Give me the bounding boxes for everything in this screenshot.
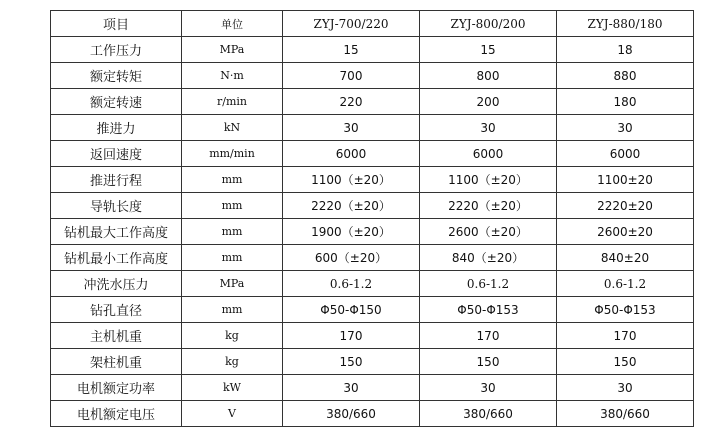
- table-row: [51, 37, 694, 63]
- row-value-3: 18: [557, 37, 694, 63]
- row-unit: mm: [182, 167, 283, 193]
- table-row: [51, 245, 694, 271]
- row-item: 冲洗水压力: [51, 271, 182, 297]
- row-item: 主机机重: [51, 323, 182, 349]
- row-value-2: 6000: [420, 141, 557, 167]
- row-item: 钻机最大工作高度: [51, 219, 182, 245]
- table-row: [51, 401, 694, 427]
- row-value-2: 15: [420, 37, 557, 63]
- row-value-1: 1900（±20）: [283, 219, 420, 245]
- spec-table: [50, 10, 694, 427]
- row-value-3: 380/660: [557, 401, 694, 427]
- row-item: 电机额定电压: [51, 401, 182, 427]
- row-value-1: 15: [283, 37, 420, 63]
- row-item: 推进行程: [51, 167, 182, 193]
- row-unit: MPa: [182, 37, 283, 63]
- row-value-1: 1100（±20）: [283, 167, 420, 193]
- row-value-1: 600（±20）: [283, 245, 420, 271]
- row-value-3: 150: [557, 349, 694, 375]
- row-item: 额定转速: [51, 89, 182, 115]
- table-row: [51, 323, 694, 349]
- row-value-3: 30: [557, 115, 694, 141]
- row-item: 架柱机重: [51, 349, 182, 375]
- row-value-3: 2600±20: [557, 219, 694, 245]
- row-value-1: 700: [283, 63, 420, 89]
- row-value-3: 30: [557, 375, 694, 401]
- row-item: 额定转矩: [51, 63, 182, 89]
- row-value-3: 180: [557, 89, 694, 115]
- row-value-2: 2220（±20）: [420, 193, 557, 219]
- row-unit: kg: [182, 323, 283, 349]
- row-item: 钻机最小工作高度: [51, 245, 182, 271]
- row-unit: mm: [182, 297, 283, 323]
- row-value-3: 170: [557, 323, 694, 349]
- table-row: [51, 167, 694, 193]
- row-item: 钻孔直径: [51, 297, 182, 323]
- table-row: [51, 89, 694, 115]
- row-value-2: 800: [420, 63, 557, 89]
- row-value-1: 2220（±20）: [283, 193, 420, 219]
- table-row: [51, 297, 694, 323]
- row-value-1: 6000: [283, 141, 420, 167]
- row-value-3: 880: [557, 63, 694, 89]
- row-item: 推进力: [51, 115, 182, 141]
- row-value-2: 30: [420, 115, 557, 141]
- row-item: 电机额定功率: [51, 375, 182, 401]
- row-unit: r/min: [182, 89, 283, 115]
- row-value-1: 170: [283, 323, 420, 349]
- row-value-1: 30: [283, 375, 420, 401]
- row-value-2: 200: [420, 89, 557, 115]
- row-value-2: 0.6-1.2: [420, 271, 557, 297]
- row-value-3: 840±20: [557, 245, 694, 271]
- row-value-3: Φ50-Φ153: [557, 297, 694, 323]
- table-row: [51, 349, 694, 375]
- row-value-1: Φ50-Φ150: [283, 297, 420, 323]
- table-row: [51, 141, 694, 167]
- row-unit: mm/min: [182, 141, 283, 167]
- row-unit: V: [182, 401, 283, 427]
- row-value-2: 1100（±20）: [420, 167, 557, 193]
- row-value-1: 0.6-1.2: [283, 271, 420, 297]
- row-unit: mm: [182, 193, 283, 219]
- header-unit: 单位: [182, 11, 283, 37]
- row-value-3: 6000: [557, 141, 694, 167]
- row-unit: kg: [182, 349, 283, 375]
- header-model-1: ZYJ-700/220: [283, 11, 420, 37]
- row-value-1: 150: [283, 349, 420, 375]
- table-row: [51, 219, 694, 245]
- row-unit: N·m: [182, 63, 283, 89]
- header-model-2: ZYJ-800/200: [420, 11, 557, 37]
- row-value-1: 220: [283, 89, 420, 115]
- table-row: [51, 375, 694, 401]
- row-unit: MPa: [182, 271, 283, 297]
- row-value-3: 0.6-1.2: [557, 271, 694, 297]
- header-row: [51, 11, 694, 37]
- row-value-3: 2220±20: [557, 193, 694, 219]
- row-item: 工作压力: [51, 37, 182, 63]
- row-value-2: 380/660: [420, 401, 557, 427]
- table-row: [51, 63, 694, 89]
- row-unit: mm: [182, 219, 283, 245]
- table-row: [51, 193, 694, 219]
- row-value-2: 170: [420, 323, 557, 349]
- row-value-2: 2600（±20）: [420, 219, 557, 245]
- row-value-2: 30: [420, 375, 557, 401]
- table-row: [51, 115, 694, 141]
- table-row: [51, 271, 694, 297]
- row-value-2: Φ50-Φ153: [420, 297, 557, 323]
- row-unit: kN: [182, 115, 283, 141]
- row-item: 导轨长度: [51, 193, 182, 219]
- row-value-2: 840（±20）: [420, 245, 557, 271]
- row-value-3: 1100±20: [557, 167, 694, 193]
- row-item: 返回速度: [51, 141, 182, 167]
- row-unit: kW: [182, 375, 283, 401]
- row-value-1: 380/660: [283, 401, 420, 427]
- header-model-3: ZYJ-880/180: [557, 11, 694, 37]
- row-value-2: 150: [420, 349, 557, 375]
- row-value-1: 30: [283, 115, 420, 141]
- header-item: 项目: [51, 11, 182, 37]
- row-unit: mm: [182, 245, 283, 271]
